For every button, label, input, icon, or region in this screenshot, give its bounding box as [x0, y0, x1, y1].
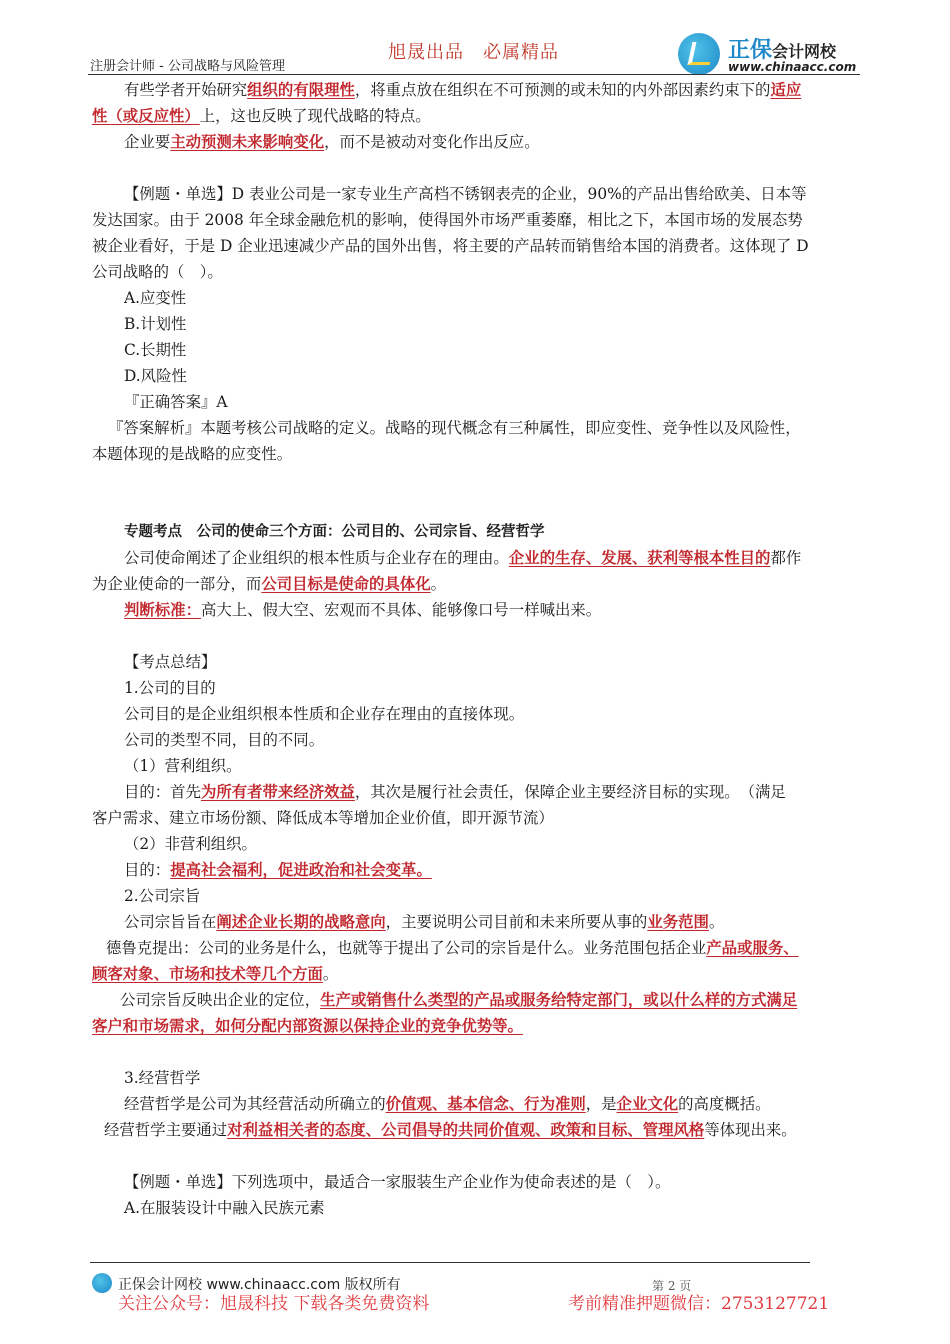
footer-promo-left: 关注公众号：旭晟科技 下载各类免费资料: [118, 1294, 430, 1314]
summary-s1a: 公司目的是企业组织根本性质和企业存在理由的直接体现。: [124, 705, 525, 723]
summary-s3a: 经营哲学是公司为其经营活动所确立的价值观、基本信念、行为准则，是企业文化的高度概括。: [124, 1095, 771, 1113]
example1-option-d: D.风险性: [124, 367, 187, 385]
example1-option-b: B.计划性: [124, 315, 187, 333]
topic-line1: 公司使命阐述了企业组织的根本性质与企业存在的理由。企业的生存、发展、获利等根本性目的都作: [124, 549, 802, 567]
summary-s1f: （2）非营利组织。: [124, 835, 257, 853]
example2-option-a: A.在服装设计中融入民族元素: [124, 1199, 325, 1217]
example1-answer: 『正确答案』A: [124, 393, 228, 411]
logo-brand-main: 正保: [728, 38, 773, 63]
footer-promo-right: 考前精准押题微信：2753127721: [568, 1294, 830, 1314]
summary-s2c: 顾客对象、市场和技术等几个方面。: [92, 965, 339, 983]
footer-divider: [90, 1262, 810, 1263]
footer-page-number: 第 2 页: [652, 1279, 692, 1293]
example1-line3: 被企业看好，于是 D 企业迅速减少产品的国外出售，将主要的产品转而销售给本国的消费者。这体现了 D: [92, 237, 809, 255]
summary-s2a: 公司宗旨旨在阐述企业长期的战略意向，主要说明公司目前和未来所要从事的业务范围。: [124, 913, 725, 931]
summary-s1g: 目的：提高社会福利，促进政治和社会变革。: [124, 861, 432, 879]
para-proactive: 企业要主动预测未来影响变化，而不是被动对变化作出反应。: [124, 133, 540, 151]
summary-s2d: 公司宗旨反映出企业的定位，生产或销售什么类型的产品或服务给特定部门，或以什么样的方式满足: [120, 991, 798, 1009]
header-doc-title: 注册会计师 - 公司战略与风险管理: [90, 59, 285, 74]
footer-brand: 正保会计网校 www.chinaacc.com 版权所有: [118, 1277, 401, 1293]
example1-explanation-2: 本题体现的是战略的应变性。: [92, 445, 293, 463]
summary-s2: 2.公司宗旨: [124, 887, 201, 905]
summary-s1d: 目的：首先为所有者带来经济效益，其次是履行社会责任，保障企业主要经济目标的实现。 （满足: [124, 783, 786, 801]
summary-s1c: （1）营利组织。: [124, 757, 242, 775]
para-bounded-rationality-cont: 性（或反应性）上，这也反映了现代战略的特点。: [92, 107, 431, 125]
topic-title: 专题考点 公司的使命三个方面：公司目的、公司宗旨、经营哲学: [124, 524, 545, 540]
para-bounded-rationality: 有些学者开始研究组织的有限理性，将重点放在组织在不可预测的或未知的内外部因素约束下的适应: [124, 81, 802, 99]
example1-line1: 【例题・单选】D 表业公司是一家专业生产高档不锈钢表壳的企业，90%的产品出售给欧美、日本等: [124, 185, 807, 203]
example1-line4: 公司战略的（ ）。: [92, 263, 223, 281]
header-slogan: 旭晟出品 必属精品: [388, 42, 559, 63]
example2-line1: 【例题・单选】下列选项中，最适合一家服装生产企业作为使命表述的是（ ）。: [124, 1173, 671, 1191]
logo-brand-sub: 会计网校: [772, 42, 837, 61]
example1-line2: 发达国家。由于 2008 年全球金融危机的影响，使得国外市场严重萎靡，相比之下，本国市场的发展态势: [92, 211, 803, 229]
summary-s3: 3.经营哲学: [124, 1069, 201, 1087]
header-divider: [88, 74, 860, 75]
summary-s1e: 客户需求、建立市场份额、降低成本等增加企业价值，即开源节流）: [92, 809, 554, 827]
summary-title: 【考点总结】: [124, 653, 217, 671]
topic-line3: 判断标准：高大上、假大空、宏观而不具体、能够像口号一样喊出来。: [124, 601, 602, 619]
summary-s2b: 德鲁克提出：公司的业务是什么，也就等于提出了公司的宗旨是什么。业务范围包括企业产品或服务、: [106, 939, 799, 957]
footer-logo-icon: [92, 1273, 112, 1293]
summary-s3b: 经营哲学主要通过对利益相关者的态度、公司倡导的共同价值观、政策和目标、管理风格等体现出来。: [104, 1121, 797, 1139]
topic-line2: 为企业使命的一部分，而公司目标是使命的具体化。: [92, 575, 447, 593]
summary-s1: 1.公司的目的: [124, 679, 216, 697]
example1-explanation-1: 『答案解析』本题考核公司战略的定义。战略的现代概念有三种属性，即应变性、竞争性以及风险性，: [108, 419, 801, 437]
summary-s2e: 客户和市场需求，如何分配内部资源以保持企业的竞争优势等。: [92, 1017, 523, 1035]
logo-url: www.chinaacc.com: [728, 60, 857, 74]
example1-option-c: C.长期性: [124, 341, 187, 359]
summary-s1b: 公司的类型不同，目的不同。: [124, 731, 325, 749]
example1-option-a: A.应变性: [124, 289, 187, 307]
